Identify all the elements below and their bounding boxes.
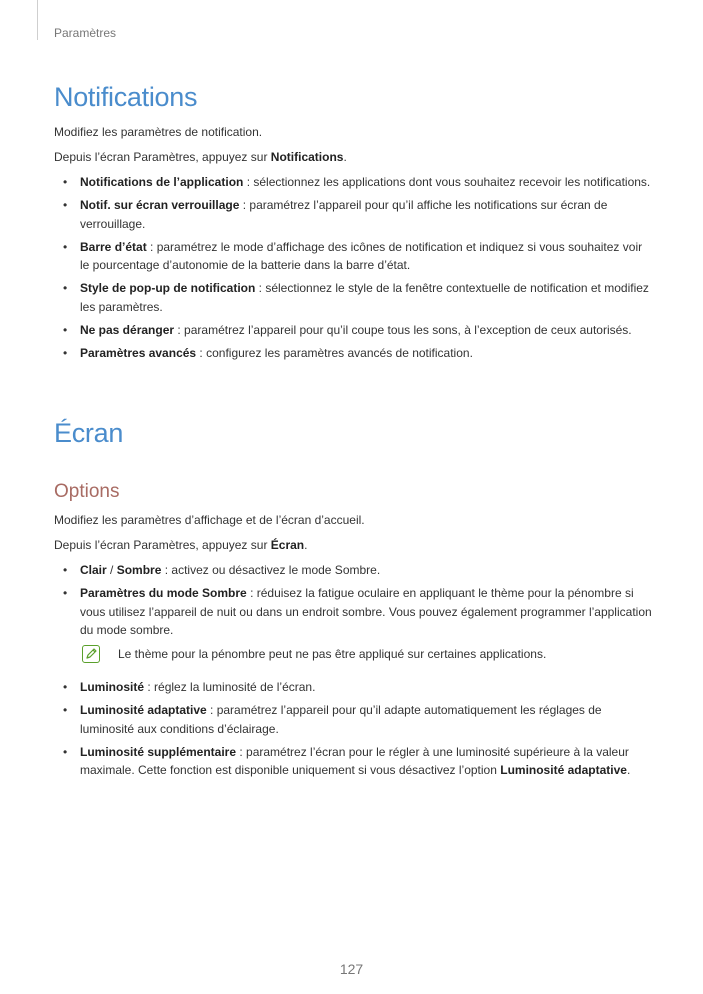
list-item: • Style de pop-up de notification : sélectionnez le style de la fenêtre contextuelle de notification et modifiez les paramètres. [54,279,654,316]
notifications-menu-term: Notifications [270,150,344,164]
ecran-intro: Modifiez les paramètres d’affichage et de l’écran d’accueil. [54,513,365,527]
ecran-list-top [54,561,654,644]
notifications-intro: Modifiez les paramètres de notification. [54,125,263,139]
notifications-list [54,173,654,367]
notifications-path: Depuis l’écran Paramètres, appuyez sur Notifications. [54,150,347,164]
list-item: • Notif. sur écran verrouillage : paramétrez l’appareil pour qu’il affiche les notifications sur écran de verrouillage. [54,196,654,233]
pencil-note-icon [82,645,100,663]
margin-rule [37,0,38,40]
options-subheading: Options [54,481,120,502]
ecran-heading: Écran [54,418,124,448]
page-number: 127 [339,961,364,977]
list-item: • Notifications de l’application : sélectionnez les applications dont vous souhaitez recevoir les notifications. [54,173,654,192]
ecran-list-bottom [54,678,654,784]
running-head: Paramètres [54,26,117,40]
note-text: Le thème pour la pénombre peut ne pas être appliqué sur certaines applications. [118,647,547,661]
list-item: • Luminosité supplémentaire : paramétrez l’écran pour le régler à une luminosité supérieure à la valeur maximale. Cette fonction est disponible uniquement si vous désactivez l’option Luminosité adaptative. [54,743,654,780]
list-item: • Paramètres du mode Sombre : réduisez la fatigue oculaire en appliquant le thème pour la pénombre si vous utilisez l’appareil de nuit ou dans un endroit sombre. Vous pouvez également programmer l’application du mode sombre. [54,584,654,640]
list-item: • Ne pas déranger : paramétrez l’appareil pour qu’il coupe tous les sons, à l’exception de ceux autorisés. [54,321,654,340]
list-item: • Barre d’état : paramétrez le mode d’affichage des icônes de notification et indiquez si vous souhaitez voir le pourcentage d’autonomie de la batterie dans la barre d’état. [54,238,654,275]
list-item: • Luminosité : réglez la luminosité de l’écran. [54,678,654,697]
notifications-heading: Notifications [54,82,198,112]
ecran-path: Depuis l’écran Paramètres, appuyez sur Écran. [54,538,308,552]
list-item: • Luminosité adaptative : paramétrez l’appareil pour qu’il adapte automatiquement les réglages de luminosité aux conditions d’éclairage. [54,701,654,738]
ecran-menu-term: Écran [270,538,305,552]
list-item: • Clair / Sombre : activez ou désactivez le mode Sombre. [54,561,654,580]
note [80,645,660,667]
list-item: • Paramètres avancés : configurez les paramètres avancés de notification. [54,344,654,363]
